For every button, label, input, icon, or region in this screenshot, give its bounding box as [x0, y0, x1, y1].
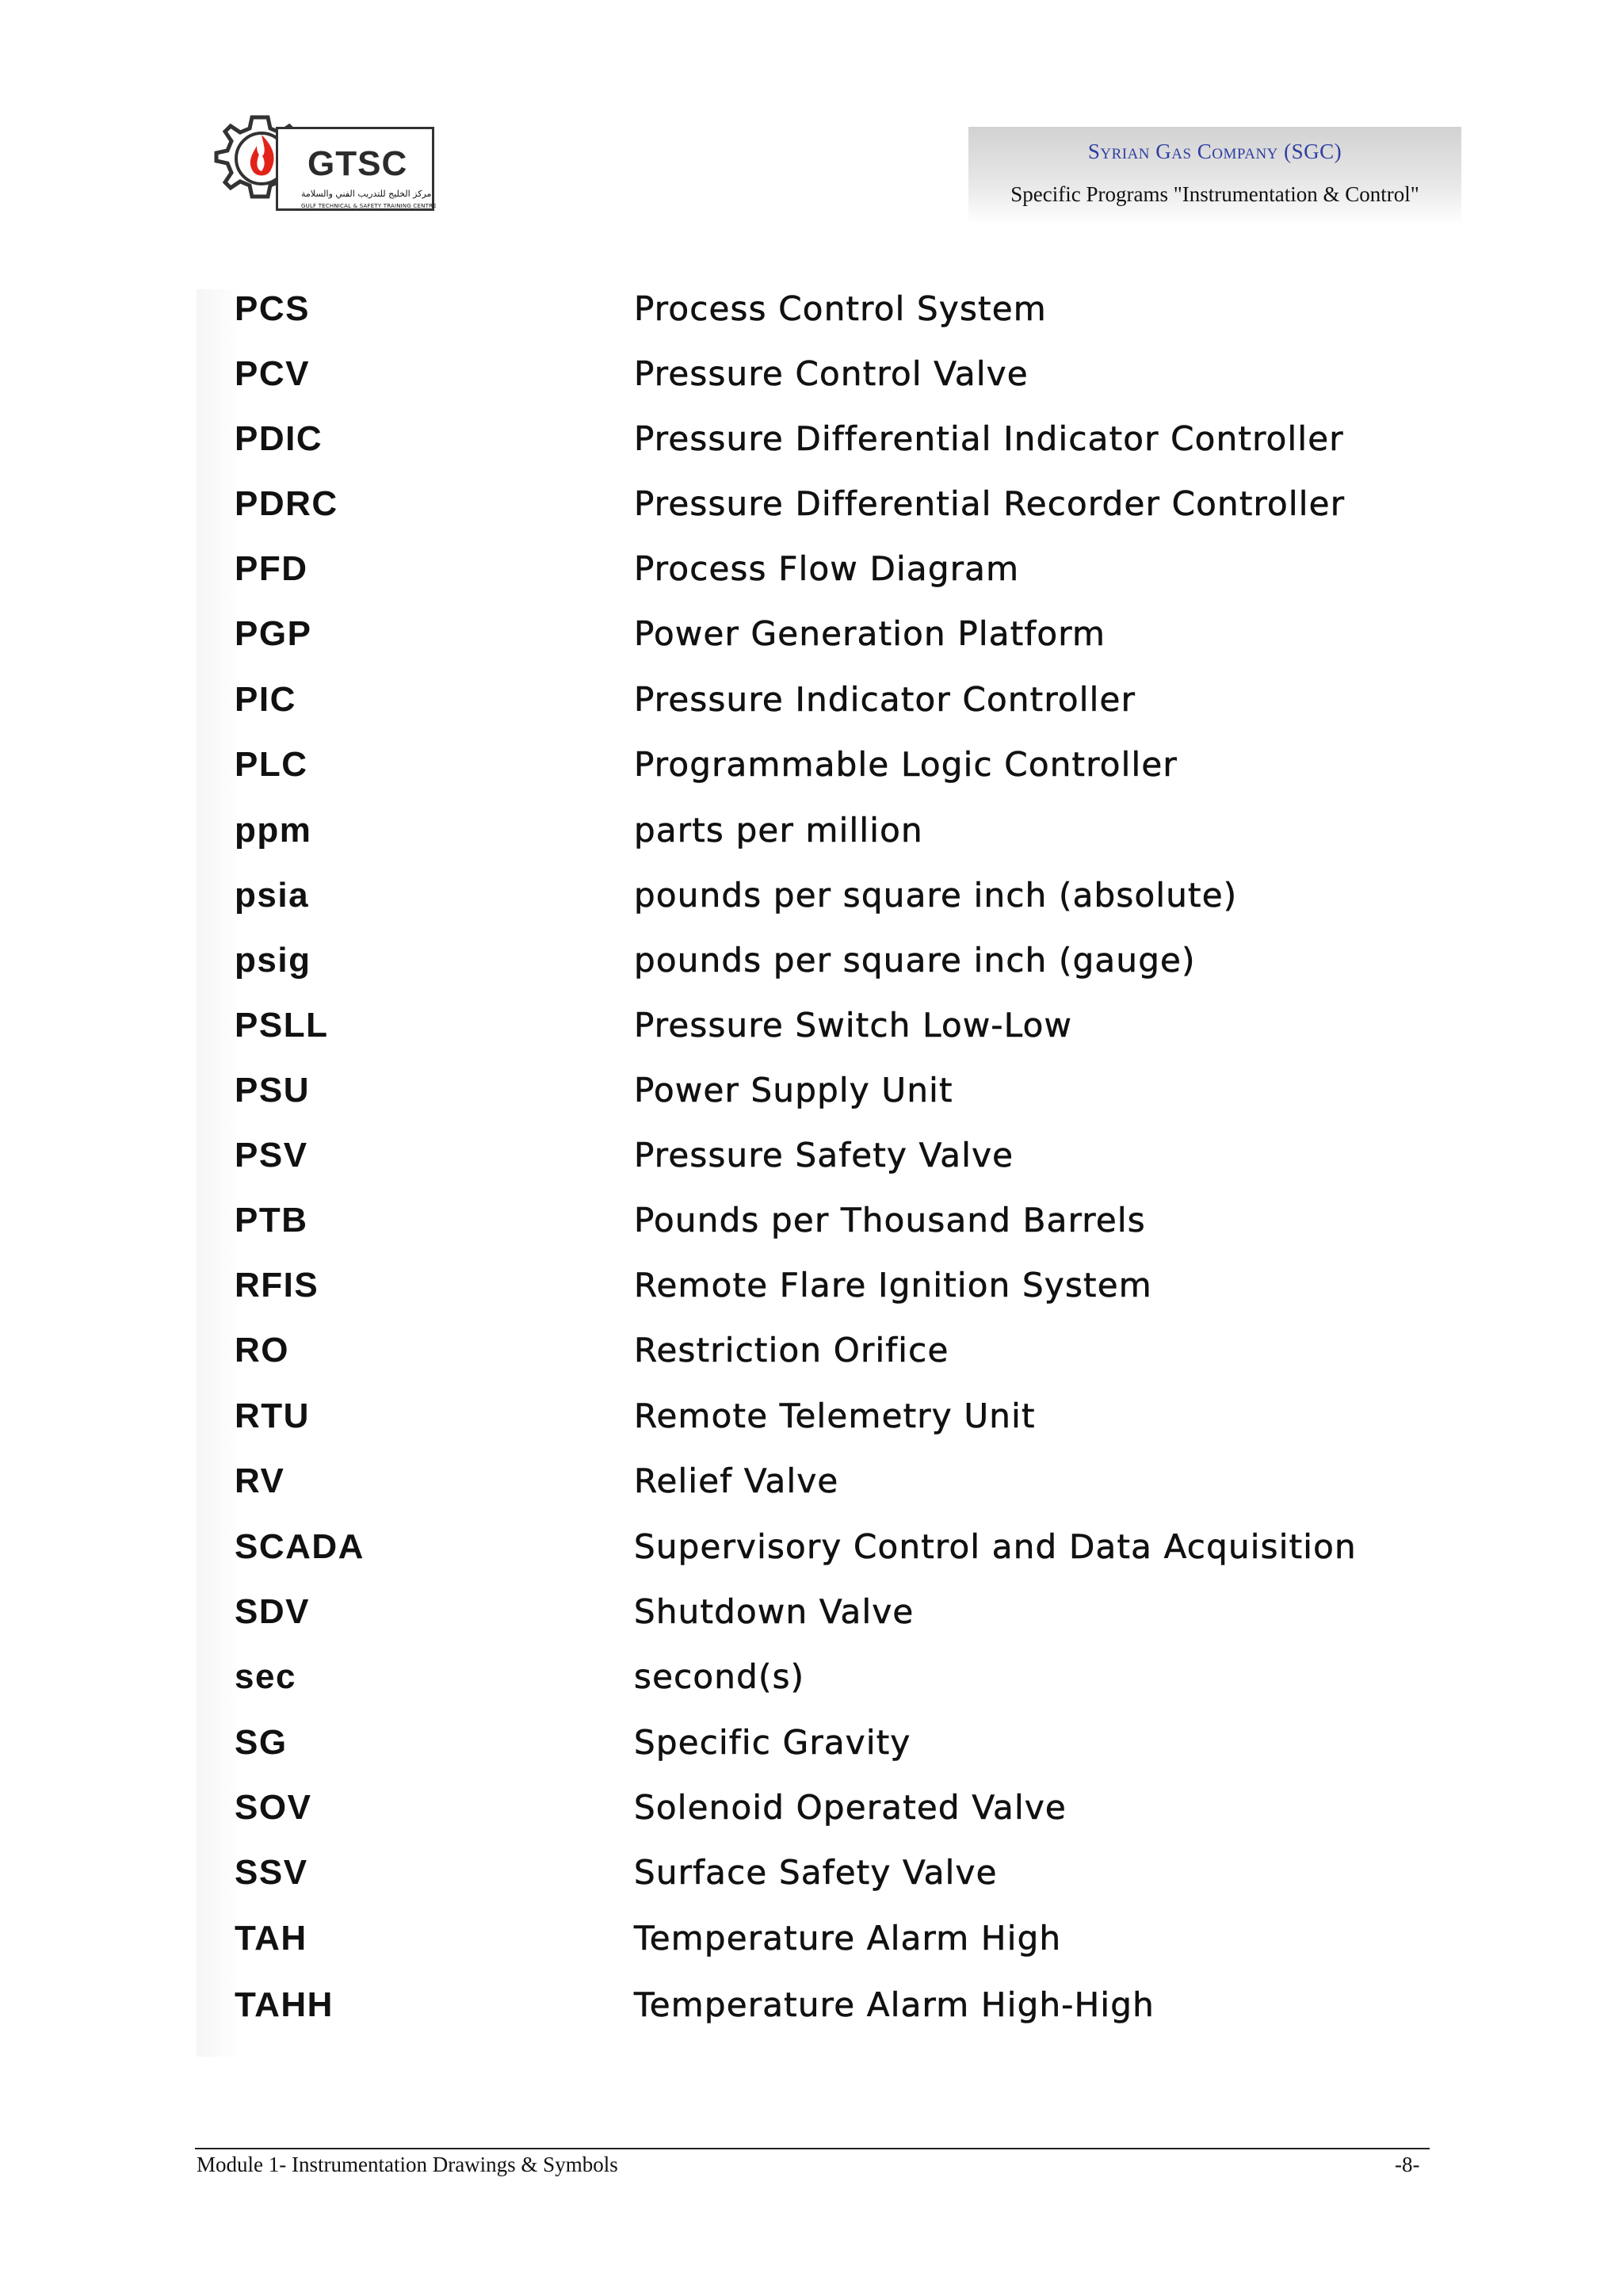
definition: Temperature Alarm High — [634, 1919, 1062, 1958]
footer-module: Module 1- Instrumentation Drawings & Symbols — [197, 2153, 618, 2176]
abbreviation: PSV — [235, 1136, 308, 1175]
footer-divider — [195, 2148, 1430, 2149]
abbreviation: psig — [235, 941, 311, 980]
glossary-row — [235, 1592, 1431, 1657]
glossary-row — [235, 1136, 1431, 1201]
abbreviation: PDIC — [235, 419, 323, 458]
company-header — [968, 127, 1461, 225]
abbreviation: RV — [235, 1461, 285, 1500]
glossary-row — [235, 1266, 1431, 1331]
definition: Pressure Safety Valve — [634, 1136, 1014, 1175]
abbreviation: SCADA — [235, 1527, 365, 1566]
glossary-row — [235, 1461, 1431, 1526]
page-number: -8- — [1395, 2153, 1420, 2176]
abbreviation: TAHH — [235, 1985, 334, 2024]
glossary-row — [235, 1006, 1431, 1071]
abbreviation: psia — [235, 876, 310, 915]
glossary-row — [235, 1201, 1431, 1266]
abbreviation: PTB — [235, 1201, 308, 1240]
definition: Shutdown Valve — [634, 1592, 915, 1631]
glossary-row — [235, 745, 1431, 810]
definition: Surface Safety Valve — [634, 1853, 998, 1892]
glossary-row — [235, 680, 1431, 745]
abbreviation: TAH — [235, 1919, 307, 1958]
glossary-row — [235, 1723, 1431, 1788]
abbreviation: RFIS — [235, 1266, 319, 1305]
abbreviation: PIC — [235, 680, 296, 719]
logo-text: GTSC — [307, 144, 408, 183]
definition: pounds per square inch (gauge) — [634, 941, 1196, 980]
glossary-row — [235, 811, 1431, 876]
definition: parts per million — [634, 811, 923, 850]
glossary-row — [235, 1071, 1431, 1136]
abbreviation-glossary — [197, 289, 1433, 2057]
abbreviation: ppm — [235, 811, 312, 850]
definition: Process Control System — [634, 289, 1047, 328]
definition: Temperature Alarm High-High — [634, 1985, 1155, 2024]
abbreviation: RO — [235, 1331, 289, 1370]
abbreviation: RTU — [235, 1396, 310, 1435]
logo-english-text: GULF TECHNICAL & SAFETY TRAINING CENTRE — [301, 203, 437, 209]
definition: Relief Valve — [634, 1461, 839, 1500]
glossary-row — [235, 1657, 1431, 1722]
definition: Process Flow Diagram — [634, 549, 1020, 588]
abbreviation: PCV — [235, 354, 310, 393]
definition: Programmable Logic Controller — [634, 745, 1178, 784]
glossary-row — [235, 1853, 1431, 1918]
glossary-row — [235, 1396, 1431, 1461]
glossary-row — [235, 1527, 1431, 1592]
glossary-row — [235, 354, 1431, 419]
glossary-row — [235, 941, 1431, 1006]
glossary-row — [235, 549, 1431, 614]
glossary-row — [235, 419, 1431, 484]
definition: Solenoid Operated Valve — [634, 1788, 1067, 1827]
glossary-row — [235, 614, 1431, 679]
definition: Remote Flare Ignition System — [634, 1266, 1152, 1305]
program-title: Specific Programs "Instrumentation & Control" — [1010, 182, 1419, 206]
definition: Pressure Control Valve — [634, 354, 1029, 393]
abbreviation: PSLL — [235, 1006, 329, 1045]
abbreviation: PSU — [235, 1071, 310, 1110]
glossary-row — [235, 1788, 1431, 1853]
abbreviation: SOV — [235, 1788, 312, 1827]
abbreviation: PFD — [235, 549, 308, 588]
gtsc-logo — [204, 111, 442, 227]
glossary-row — [235, 1919, 1431, 1984]
definition: Power Supply Unit — [634, 1071, 953, 1110]
definition: Pressure Differential Indicator Controller — [634, 419, 1344, 458]
abbreviation: PDRC — [235, 484, 338, 523]
abbreviation: SDV — [235, 1592, 310, 1631]
definition: Supervisory Control and Data Acquisition — [634, 1527, 1357, 1566]
definition: Specific Gravity — [634, 1723, 911, 1762]
glossary-row — [235, 1331, 1431, 1396]
glossary-row — [235, 484, 1431, 549]
logo-arabic-text: مركز الخليج للتدريب الفني والسلامة — [301, 189, 432, 199]
glossary-row — [235, 1985, 1431, 2050]
abbreviation: PCS — [235, 289, 310, 328]
definition: Pressure Indicator Controller — [634, 680, 1136, 719]
definition: Pressure Differential Recorder Controller — [634, 484, 1346, 523]
abbreviation: PLC — [235, 745, 308, 784]
definition: Pressure Switch Low-Low — [634, 1006, 1073, 1045]
abbreviation: sec — [235, 1657, 296, 1696]
company-name: Syrian Gas Company (SGC) — [1087, 139, 1342, 163]
definition: second(s) — [634, 1657, 805, 1696]
abbreviation: SSV — [235, 1853, 308, 1892]
glossary-row — [235, 876, 1431, 941]
definition: Remote Telemetry Unit — [634, 1396, 1036, 1435]
abbreviation: SG — [235, 1723, 288, 1762]
glossary-row — [235, 289, 1431, 354]
definition: Power Generation Platform — [634, 614, 1106, 653]
abbreviation: PGP — [235, 614, 312, 653]
definition: Restriction Orifice — [634, 1331, 949, 1370]
definition: pounds per square inch (absolute) — [634, 876, 1238, 915]
definition: Pounds per Thousand Barrels — [634, 1201, 1146, 1240]
